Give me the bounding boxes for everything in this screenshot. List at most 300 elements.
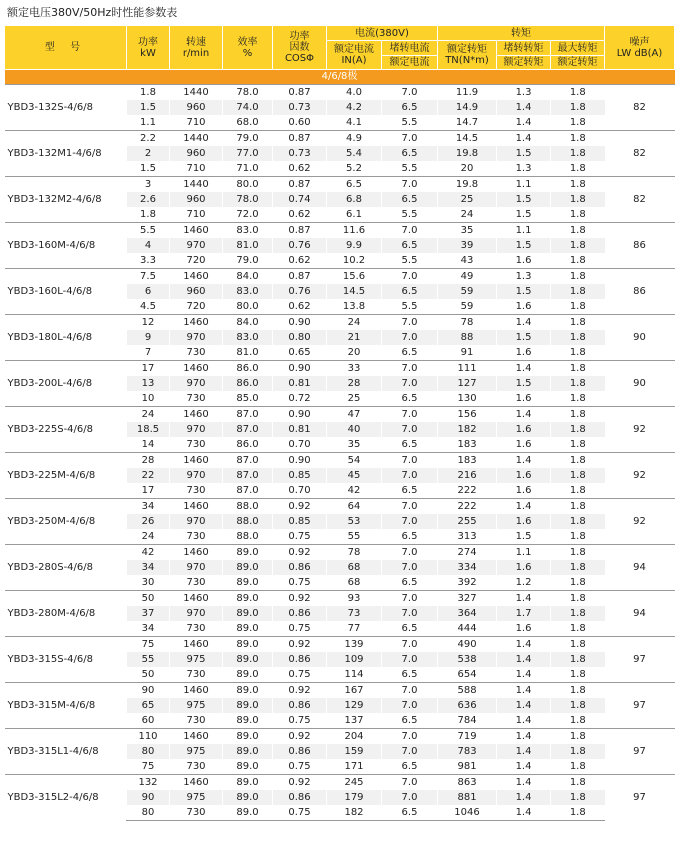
power-factor-cell: 0.75 bbox=[273, 529, 327, 545]
performance-table bbox=[4, 25, 674, 821]
efficiency-cell: 83.0 bbox=[223, 284, 273, 299]
rated-current-cell: 20 bbox=[327, 345, 382, 361]
efficiency-cell: 72.0 bbox=[223, 207, 273, 223]
header-current-group: 电流(380V) bbox=[327, 26, 438, 41]
rated-torque-cell: 981 bbox=[438, 759, 497, 775]
power-cell: 26 bbox=[127, 514, 170, 529]
locked-torque-ratio-cell: 1.6 bbox=[497, 514, 551, 529]
max-torque-ratio-cell: 1.8 bbox=[551, 621, 605, 637]
power-factor-cell: 0.81 bbox=[273, 376, 327, 391]
max-torque-ratio-cell: 1.8 bbox=[551, 284, 605, 299]
power-cell: 9 bbox=[127, 330, 170, 345]
noise-cell: 97 bbox=[605, 729, 675, 775]
power-factor-cell: 0.87 bbox=[273, 177, 327, 193]
efficiency-cell: 74.0 bbox=[223, 100, 273, 115]
max-torque-ratio-cell: 1.8 bbox=[551, 161, 605, 177]
locked-current-ratio-cell: 5.5 bbox=[382, 161, 438, 177]
power-factor-cell: 0.76 bbox=[273, 284, 327, 299]
efficiency-cell: 80.0 bbox=[223, 299, 273, 315]
efficiency-cell: 89.0 bbox=[223, 621, 273, 637]
locked-current-ratio-cell: 6.5 bbox=[382, 713, 438, 729]
speed-cell: 970 bbox=[170, 376, 223, 391]
power-factor-cell: 0.62 bbox=[273, 207, 327, 223]
rated-torque-cell: 111 bbox=[438, 361, 497, 377]
speed-cell: 1460 bbox=[170, 315, 223, 331]
speed-cell: 975 bbox=[170, 652, 223, 667]
locked-torque-ratio-cell: 1.3 bbox=[497, 161, 551, 177]
locked-current-ratio-cell: 7.0 bbox=[382, 637, 438, 653]
locked-torque-ratio-cell: 1.4 bbox=[497, 407, 551, 423]
locked-torque-ratio-cell: 1.1 bbox=[497, 177, 551, 193]
noise-cell: 86 bbox=[605, 269, 675, 315]
speed-cell: 730 bbox=[170, 529, 223, 545]
efficiency-cell: 89.0 bbox=[223, 560, 273, 575]
rated-torque-cell: 35 bbox=[438, 223, 497, 239]
rated-current-cell: 4.2 bbox=[327, 100, 382, 115]
power-factor-cell: 0.75 bbox=[273, 805, 327, 821]
rated-torque-cell: 20 bbox=[438, 161, 497, 177]
power-cell: 42 bbox=[127, 545, 170, 561]
speed-cell: 975 bbox=[170, 744, 223, 759]
locked-current-ratio-cell: 6.5 bbox=[382, 192, 438, 207]
speed-cell: 730 bbox=[170, 759, 223, 775]
model-cell: YBD3-200L-4/6/8 bbox=[5, 361, 127, 407]
speed-cell: 1460 bbox=[170, 683, 223, 699]
noise-cell: 97 bbox=[605, 683, 675, 729]
locked-torque-ratio-cell: 1.4 bbox=[497, 775, 551, 791]
locked-current-ratio-cell: 5.5 bbox=[382, 207, 438, 223]
rated-torque-cell: 130 bbox=[438, 391, 497, 407]
locked-torque-ratio-cell: 1.4 bbox=[497, 759, 551, 775]
header-locked-current: 堵转电流 bbox=[382, 41, 438, 56]
power-factor-cell: 0.70 bbox=[273, 483, 327, 499]
noise-cell: 92 bbox=[605, 499, 675, 545]
table-row bbox=[5, 545, 675, 561]
efficiency-cell: 79.0 bbox=[223, 253, 273, 269]
locked-current-ratio-cell: 7.0 bbox=[382, 683, 438, 699]
max-torque-ratio-cell: 1.8 bbox=[551, 637, 605, 653]
power-factor-cell: 0.75 bbox=[273, 759, 327, 775]
model-cell: YBD3-132M1-4/6/8 bbox=[5, 131, 127, 177]
power-factor-cell: 0.92 bbox=[273, 637, 327, 653]
power-cell: 80 bbox=[127, 744, 170, 759]
max-torque-ratio-cell: 1.8 bbox=[551, 207, 605, 223]
max-torque-ratio-cell: 1.8 bbox=[551, 422, 605, 437]
max-torque-ratio-cell: 1.8 bbox=[551, 131, 605, 147]
table-row bbox=[5, 729, 675, 745]
rated-current-cell: 204 bbox=[327, 729, 382, 745]
power-cell: 1.5 bbox=[127, 161, 170, 177]
locked-torque-ratio-cell: 1.4 bbox=[497, 729, 551, 745]
rated-torque-cell: 444 bbox=[438, 621, 497, 637]
rated-torque-cell: 784 bbox=[438, 713, 497, 729]
table-row bbox=[5, 85, 675, 101]
rated-torque-cell: 863 bbox=[438, 775, 497, 791]
speed-cell: 730 bbox=[170, 805, 223, 821]
max-torque-ratio-cell: 1.8 bbox=[551, 315, 605, 331]
locked-current-ratio-cell: 6.5 bbox=[382, 621, 438, 637]
locked-current-ratio-cell: 7.0 bbox=[382, 775, 438, 791]
rated-torque-cell: 127 bbox=[438, 376, 497, 391]
speed-cell: 720 bbox=[170, 253, 223, 269]
speed-cell: 1440 bbox=[170, 85, 223, 101]
max-torque-ratio-cell: 1.8 bbox=[551, 575, 605, 591]
max-torque-ratio-cell: 1.8 bbox=[551, 775, 605, 791]
speed-cell: 710 bbox=[170, 115, 223, 131]
model-cell: YBD3-280S-4/6/8 bbox=[5, 545, 127, 591]
efficiency-cell: 77.0 bbox=[223, 146, 273, 161]
efficiency-cell: 89.0 bbox=[223, 713, 273, 729]
efficiency-cell: 89.0 bbox=[223, 545, 273, 561]
power-cell: 22 bbox=[127, 468, 170, 483]
speed-cell: 1460 bbox=[170, 453, 223, 469]
max-torque-ratio-cell: 1.8 bbox=[551, 85, 605, 101]
model-cell: YBD3-250M-4/6/8 bbox=[5, 499, 127, 545]
locked-current-ratio-cell: 7.0 bbox=[382, 468, 438, 483]
efficiency-cell: 81.0 bbox=[223, 238, 273, 253]
power-cell: 5.5 bbox=[127, 223, 170, 239]
power-cell: 1.1 bbox=[127, 115, 170, 131]
rated-torque-cell: 91 bbox=[438, 345, 497, 361]
efficiency-cell: 83.0 bbox=[223, 330, 273, 345]
locked-current-ratio-cell: 7.0 bbox=[382, 131, 438, 147]
efficiency-cell: 85.0 bbox=[223, 391, 273, 407]
speed-cell: 1460 bbox=[170, 775, 223, 791]
power-cell: 13 bbox=[127, 376, 170, 391]
max-torque-ratio-cell: 1.8 bbox=[551, 606, 605, 621]
speed-cell: 1460 bbox=[170, 591, 223, 607]
rated-current-cell: 73 bbox=[327, 606, 382, 621]
locked-current-ratio-cell: 6.5 bbox=[382, 437, 438, 453]
efficiency-cell: 88.0 bbox=[223, 514, 273, 529]
power-factor-cell: 0.86 bbox=[273, 790, 327, 805]
locked-torque-ratio-cell: 1.5 bbox=[497, 192, 551, 207]
power-cell: 24 bbox=[127, 407, 170, 423]
efficiency-cell: 89.0 bbox=[223, 729, 273, 745]
power-factor-cell: 0.86 bbox=[273, 744, 327, 759]
header-power-factor: 功率 因数 COSΦ bbox=[273, 26, 327, 70]
table-row bbox=[5, 637, 675, 653]
power-cell: 90 bbox=[127, 683, 170, 699]
rated-current-cell: 139 bbox=[327, 637, 382, 653]
max-torque-ratio-cell: 1.8 bbox=[551, 100, 605, 115]
locked-torque-ratio-cell: 1.6 bbox=[497, 621, 551, 637]
power-factor-cell: 0.85 bbox=[273, 514, 327, 529]
power-factor-cell: 0.85 bbox=[273, 468, 327, 483]
max-torque-ratio-cell: 1.8 bbox=[551, 177, 605, 193]
power-cell: 2 bbox=[127, 146, 170, 161]
locked-torque-ratio-cell: 1.6 bbox=[497, 391, 551, 407]
power-cell: 80 bbox=[127, 805, 170, 821]
rated-torque-cell: 216 bbox=[438, 468, 497, 483]
model-cell: YBD3-315S-4/6/8 bbox=[5, 637, 127, 683]
rated-torque-cell: 881 bbox=[438, 790, 497, 805]
efficiency-cell: 68.0 bbox=[223, 115, 273, 131]
locked-current-ratio-cell: 6.5 bbox=[382, 575, 438, 591]
power-cell: 65 bbox=[127, 698, 170, 713]
rated-current-cell: 33 bbox=[327, 361, 382, 377]
noise-cell: 86 bbox=[605, 223, 675, 269]
rated-torque-cell: 88 bbox=[438, 330, 497, 345]
speed-cell: 710 bbox=[170, 207, 223, 223]
speed-cell: 1460 bbox=[170, 545, 223, 561]
power-factor-cell: 0.62 bbox=[273, 253, 327, 269]
locked-current-ratio-cell: 6.5 bbox=[382, 483, 438, 499]
max-torque-ratio-cell: 1.8 bbox=[551, 345, 605, 361]
max-torque-ratio-cell: 1.8 bbox=[551, 238, 605, 253]
speed-cell: 970 bbox=[170, 468, 223, 483]
max-torque-ratio-cell: 1.8 bbox=[551, 713, 605, 729]
locked-current-ratio-cell: 6.5 bbox=[382, 345, 438, 361]
power-cell: 2.6 bbox=[127, 192, 170, 207]
power-cell: 7 bbox=[127, 345, 170, 361]
speed-cell: 730 bbox=[170, 345, 223, 361]
locked-torque-ratio-cell: 1.6 bbox=[497, 560, 551, 575]
speed-cell: 975 bbox=[170, 790, 223, 805]
efficiency-cell: 78.0 bbox=[223, 192, 273, 207]
rated-torque-cell: 59 bbox=[438, 284, 497, 299]
power-cell: 1.5 bbox=[127, 100, 170, 115]
power-cell: 75 bbox=[127, 759, 170, 775]
power-cell: 60 bbox=[127, 713, 170, 729]
locked-torque-ratio-cell: 1.6 bbox=[497, 345, 551, 361]
locked-torque-ratio-cell: 1.6 bbox=[497, 483, 551, 499]
pole-band-label: 4/6/8极 bbox=[5, 70, 675, 85]
model-cell: YBD3-315L1-4/6/8 bbox=[5, 729, 127, 775]
speed-cell: 730 bbox=[170, 437, 223, 453]
speed-cell: 1440 bbox=[170, 177, 223, 193]
rated-torque-cell: 14.5 bbox=[438, 131, 497, 147]
model-cell: YBD3-280M-4/6/8 bbox=[5, 591, 127, 637]
power-cell: 12 bbox=[127, 315, 170, 331]
power-cell: 3.3 bbox=[127, 253, 170, 269]
locked-current-ratio-cell: 6.5 bbox=[382, 759, 438, 775]
efficiency-cell: 87.0 bbox=[223, 483, 273, 499]
max-torque-ratio-cell: 1.8 bbox=[551, 253, 605, 269]
rated-current-cell: 4.9 bbox=[327, 131, 382, 147]
locked-current-ratio-cell: 5.5 bbox=[382, 253, 438, 269]
power-factor-cell: 0.74 bbox=[273, 192, 327, 207]
power-factor-cell: 0.60 bbox=[273, 115, 327, 131]
rated-current-cell: 129 bbox=[327, 698, 382, 713]
pole-band-row bbox=[5, 70, 675, 85]
power-cell: 2.2 bbox=[127, 131, 170, 147]
speed-cell: 960 bbox=[170, 284, 223, 299]
locked-current-ratio-cell: 7.0 bbox=[382, 729, 438, 745]
header-locked-torque-denom: 额定转矩 bbox=[497, 56, 551, 70]
locked-current-ratio-cell: 7.0 bbox=[382, 606, 438, 621]
locked-torque-ratio-cell: 1.3 bbox=[497, 269, 551, 285]
rated-torque-cell: 719 bbox=[438, 729, 497, 745]
rated-torque-cell: 11.9 bbox=[438, 85, 497, 101]
rated-torque-cell: 222 bbox=[438, 483, 497, 499]
locked-torque-ratio-cell: 1.4 bbox=[497, 361, 551, 377]
locked-torque-ratio-cell: 1.5 bbox=[497, 529, 551, 545]
rated-torque-cell: 364 bbox=[438, 606, 497, 621]
power-factor-cell: 0.92 bbox=[273, 775, 327, 791]
locked-torque-ratio-cell: 1.5 bbox=[497, 207, 551, 223]
power-cell: 75 bbox=[127, 637, 170, 653]
rated-current-cell: 78 bbox=[327, 545, 382, 561]
power-cell: 34 bbox=[127, 560, 170, 575]
speed-cell: 960 bbox=[170, 146, 223, 161]
table-row bbox=[5, 177, 675, 193]
rated-torque-cell: 25 bbox=[438, 192, 497, 207]
table-row bbox=[5, 223, 675, 239]
locked-torque-ratio-cell: 1.4 bbox=[497, 453, 551, 469]
rated-current-cell: 137 bbox=[327, 713, 382, 729]
rated-current-cell: 171 bbox=[327, 759, 382, 775]
noise-cell: 82 bbox=[605, 177, 675, 223]
model-cell: YBD3-315M-4/6/8 bbox=[5, 683, 127, 729]
power-factor-cell: 0.87 bbox=[273, 131, 327, 147]
max-torque-ratio-cell: 1.8 bbox=[551, 376, 605, 391]
max-torque-ratio-cell: 1.8 bbox=[551, 591, 605, 607]
header-rated-current: 额定电流 IN(A) bbox=[327, 41, 382, 70]
rated-torque-cell: 59 bbox=[438, 299, 497, 315]
locked-current-ratio-cell: 7.0 bbox=[382, 85, 438, 101]
speed-cell: 730 bbox=[170, 621, 223, 637]
table-row bbox=[5, 499, 675, 515]
max-torque-ratio-cell: 1.8 bbox=[551, 759, 605, 775]
power-cell: 28 bbox=[127, 453, 170, 469]
max-torque-ratio-cell: 1.8 bbox=[551, 744, 605, 759]
efficiency-cell: 86.0 bbox=[223, 376, 273, 391]
rated-current-cell: 159 bbox=[327, 744, 382, 759]
noise-cell: 97 bbox=[605, 775, 675, 821]
model-cell: YBD3-180L-4/6/8 bbox=[5, 315, 127, 361]
power-factor-cell: 0.75 bbox=[273, 667, 327, 683]
rated-current-cell: 53 bbox=[327, 514, 382, 529]
efficiency-cell: 89.0 bbox=[223, 667, 273, 683]
table-row bbox=[5, 361, 675, 377]
locked-torque-ratio-cell: 1.2 bbox=[497, 575, 551, 591]
locked-current-ratio-cell: 5.5 bbox=[382, 115, 438, 131]
model-cell: YBD3-315L2-4/6/8 bbox=[5, 775, 127, 821]
rated-current-cell: 6.1 bbox=[327, 207, 382, 223]
max-torque-ratio-cell: 1.8 bbox=[551, 437, 605, 453]
table-row bbox=[5, 775, 675, 791]
header-power: 功率 kW bbox=[127, 26, 170, 70]
locked-current-ratio-cell: 6.5 bbox=[382, 284, 438, 299]
locked-torque-ratio-cell: 1.3 bbox=[497, 85, 551, 101]
power-factor-cell: 0.90 bbox=[273, 361, 327, 377]
power-cell: 18.5 bbox=[127, 422, 170, 437]
locked-current-ratio-cell: 6.5 bbox=[382, 100, 438, 115]
rated-current-cell: 54 bbox=[327, 453, 382, 469]
max-torque-ratio-cell: 1.8 bbox=[551, 192, 605, 207]
power-cell: 10 bbox=[127, 391, 170, 407]
locked-current-ratio-cell: 7.0 bbox=[382, 744, 438, 759]
max-torque-ratio-cell: 1.8 bbox=[551, 483, 605, 499]
locked-torque-ratio-cell: 1.4 bbox=[497, 591, 551, 607]
speed-cell: 970 bbox=[170, 422, 223, 437]
power-cell: 37 bbox=[127, 606, 170, 621]
speed-cell: 1460 bbox=[170, 407, 223, 423]
efficiency-cell: 89.0 bbox=[223, 683, 273, 699]
header-noise: 噪声 LW dB(A) bbox=[605, 26, 675, 70]
rated-torque-cell: 255 bbox=[438, 514, 497, 529]
noise-cell: 82 bbox=[605, 131, 675, 177]
locked-current-ratio-cell: 6.5 bbox=[382, 805, 438, 821]
power-cell: 14 bbox=[127, 437, 170, 453]
locked-torque-ratio-cell: 1.6 bbox=[497, 468, 551, 483]
locked-torque-ratio-cell: 1.5 bbox=[497, 330, 551, 345]
rated-torque-cell: 274 bbox=[438, 545, 497, 561]
power-factor-cell: 0.86 bbox=[273, 606, 327, 621]
locked-current-ratio-cell: 7.0 bbox=[382, 269, 438, 285]
speed-cell: 1460 bbox=[170, 361, 223, 377]
rated-current-cell: 77 bbox=[327, 621, 382, 637]
rated-current-cell: 68 bbox=[327, 575, 382, 591]
noise-cell: 90 bbox=[605, 361, 675, 407]
efficiency-cell: 89.0 bbox=[223, 790, 273, 805]
locked-torque-ratio-cell: 1.4 bbox=[497, 667, 551, 683]
efficiency-cell: 89.0 bbox=[223, 805, 273, 821]
power-cell: 110 bbox=[127, 729, 170, 745]
rated-current-cell: 10.2 bbox=[327, 253, 382, 269]
locked-current-ratio-cell: 6.5 bbox=[382, 391, 438, 407]
max-torque-ratio-cell: 1.8 bbox=[551, 115, 605, 131]
locked-current-ratio-cell: 7.0 bbox=[382, 407, 438, 423]
power-factor-cell: 0.65 bbox=[273, 345, 327, 361]
rated-torque-cell: 39 bbox=[438, 238, 497, 253]
locked-current-ratio-cell: 7.0 bbox=[382, 652, 438, 667]
power-factor-cell: 0.62 bbox=[273, 161, 327, 177]
rated-torque-cell: 654 bbox=[438, 667, 497, 683]
speed-cell: 730 bbox=[170, 667, 223, 683]
model-cell: YBD3-160M-4/6/8 bbox=[5, 223, 127, 269]
efficiency-cell: 89.0 bbox=[223, 575, 273, 591]
model-cell: YBD3-132M2-4/6/8 bbox=[5, 177, 127, 223]
rated-current-cell: 24 bbox=[327, 315, 382, 331]
model-cell: YBD3-132S-4/6/8 bbox=[5, 85, 127, 131]
rated-torque-cell: 14.9 bbox=[438, 100, 497, 115]
locked-current-ratio-cell: 7.0 bbox=[382, 698, 438, 713]
efficiency-cell: 88.0 bbox=[223, 499, 273, 515]
table-row bbox=[5, 315, 675, 331]
power-cell: 55 bbox=[127, 652, 170, 667]
speed-cell: 970 bbox=[170, 330, 223, 345]
locked-current-ratio-cell: 7.0 bbox=[382, 790, 438, 805]
power-cell: 1.8 bbox=[127, 85, 170, 101]
header-rated-torque: 额定转矩 TN(N*m) bbox=[438, 41, 497, 70]
efficiency-cell: 87.0 bbox=[223, 468, 273, 483]
rated-torque-cell: 636 bbox=[438, 698, 497, 713]
max-torque-ratio-cell: 1.8 bbox=[551, 729, 605, 745]
power-factor-cell: 0.90 bbox=[273, 315, 327, 331]
rated-current-cell: 109 bbox=[327, 652, 382, 667]
rated-current-cell: 64 bbox=[327, 499, 382, 515]
power-cell: 1.8 bbox=[127, 207, 170, 223]
locked-torque-ratio-cell: 1.5 bbox=[497, 284, 551, 299]
locked-torque-ratio-cell: 1.4 bbox=[497, 683, 551, 699]
efficiency-cell: 89.0 bbox=[223, 775, 273, 791]
locked-current-ratio-cell: 7.0 bbox=[382, 315, 438, 331]
power-factor-cell: 0.70 bbox=[273, 437, 327, 453]
power-factor-cell: 0.80 bbox=[273, 330, 327, 345]
efficiency-cell: 83.0 bbox=[223, 223, 273, 239]
locked-torque-ratio-cell: 1.6 bbox=[497, 437, 551, 453]
header-torque-group: 转矩 bbox=[438, 26, 605, 41]
locked-current-ratio-cell: 7.0 bbox=[382, 361, 438, 377]
locked-torque-ratio-cell: 1.4 bbox=[497, 713, 551, 729]
max-torque-ratio-cell: 1.8 bbox=[551, 652, 605, 667]
speed-cell: 1460 bbox=[170, 269, 223, 285]
efficiency-cell: 84.0 bbox=[223, 269, 273, 285]
locked-torque-ratio-cell: 1.1 bbox=[497, 223, 551, 239]
efficiency-cell: 89.0 bbox=[223, 744, 273, 759]
